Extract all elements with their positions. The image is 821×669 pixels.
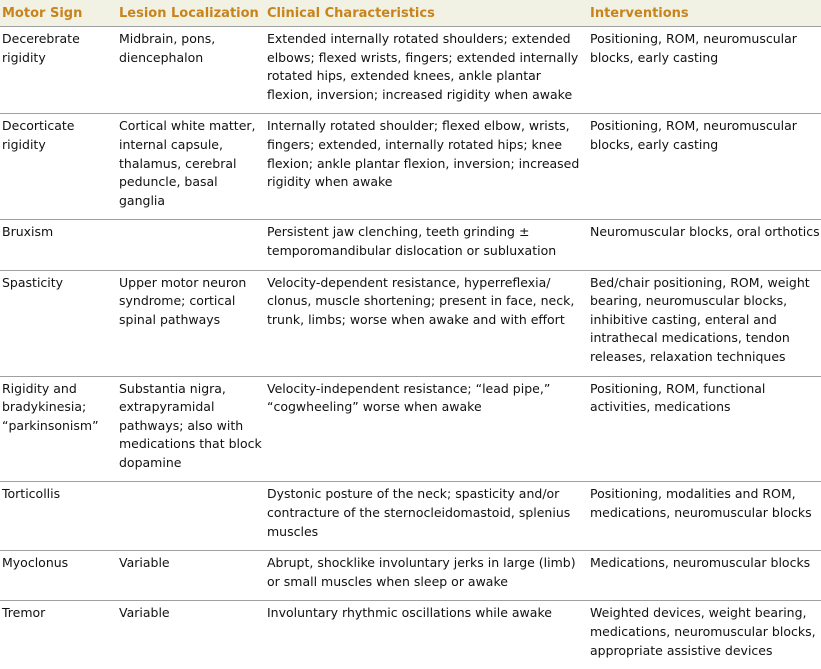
cell-motor-sign: Spasticity bbox=[0, 270, 117, 376]
cell-lesion-localization: Upper motor neuron syndrome; cortical spinal pathways bbox=[117, 270, 265, 376]
cell-interventions: Positioning, ROM, functional activities, medications bbox=[588, 376, 821, 482]
cell-lesion-localization bbox=[117, 482, 265, 551]
table-row bbox=[0, 27, 821, 114]
cell-motor-sign: Myoclonus bbox=[0, 551, 117, 601]
table-row bbox=[0, 376, 821, 482]
cell-lesion-localization: Substantia nigra, extrapyramidal pathways; also with medications that block dopamine bbox=[117, 376, 265, 482]
cell-motor-sign: Torticollis bbox=[0, 482, 117, 551]
cell-interventions: Positioning, ROM, neuromuscular blocks, early casting bbox=[588, 27, 821, 114]
header-row bbox=[0, 0, 821, 27]
cell-interventions: Neuromuscular blocks, oral orthotics bbox=[588, 220, 821, 270]
header-lesion-localization: Lesion Localization bbox=[117, 0, 265, 27]
cell-clinical-characteristics: Extended internally rotated shoulders; extended elbows; flexed wrists, fingers; extended internally rotated hips, extended knees, ankle plantar flexion, inversion; increased rigidity when awake bbox=[265, 27, 588, 114]
cell-clinical-characteristics: Abrupt, shocklike involuntary jerks in large (limb) or small muscles when sleep or awake bbox=[265, 551, 588, 601]
cell-clinical-characteristics: Dystonic posture of the neck; spasticity and/or contracture of the sternocleidomastoid, splenius muscles bbox=[265, 482, 588, 551]
cell-clinical-characteristics: Velocity-dependent resistance, hyperreflexia/ clonus, muscle shortening; present in face, neck, trunk, limbs; worse when awake and with effort bbox=[265, 270, 588, 376]
table-row bbox=[0, 220, 821, 270]
cell-clinical-characteristics: Internally rotated shoulder; flexed elbow, wrists, fingers; extended, internally rotated hips; knee flexion; ankle plantar flexion, inversion; increased rigidity when awake bbox=[265, 114, 588, 220]
header-clinical-characteristics: Clinical Characteristics bbox=[265, 0, 588, 27]
cell-lesion-localization bbox=[117, 220, 265, 270]
table-row bbox=[0, 601, 821, 669]
table-row bbox=[0, 114, 821, 220]
cell-motor-sign: Bruxism bbox=[0, 220, 117, 270]
cell-motor-sign: Tremor bbox=[0, 601, 117, 669]
cell-lesion-localization: Variable bbox=[117, 551, 265, 601]
header-motor-sign: Motor Sign bbox=[0, 0, 117, 27]
cell-interventions: Medications, neuromuscular blocks bbox=[588, 551, 821, 601]
cell-lesion-localization: Cortical white matter, internal capsule, thalamus, cerebral peduncle, basal ganglia bbox=[117, 114, 265, 220]
cell-motor-sign: Rigidity and bradykinesia; “parkinsonism” bbox=[0, 376, 117, 482]
table-body bbox=[0, 27, 821, 669]
cell-motor-sign: Decerebrate rigidity bbox=[0, 27, 117, 114]
cell-interventions: Positioning, ROM, neuromuscular blocks, early casting bbox=[588, 114, 821, 220]
cell-clinical-characteristics: Velocity-independent resistance; “lead pipe,” “cogwheeling” worse when awake bbox=[265, 376, 588, 482]
table-row bbox=[0, 551, 821, 601]
cell-clinical-characteristics: Involuntary rhythmic oscillations while awake bbox=[265, 601, 588, 669]
cell-motor-sign: Decorticate rigidity bbox=[0, 114, 117, 220]
table-row bbox=[0, 270, 821, 376]
cell-interventions: Weighted devices, weight bearing, medications, neuromuscular blocks, appropriate assistive devices bbox=[588, 601, 821, 669]
cell-lesion-localization: Midbrain, pons, diencephalon bbox=[117, 27, 265, 114]
table-row bbox=[0, 482, 821, 551]
header-interventions: Interventions bbox=[588, 0, 821, 27]
cell-clinical-characteristics: Persistent jaw clenching, teeth grinding ± temporomandibular dislocation or subluxation bbox=[265, 220, 588, 270]
cell-lesion-localization: Variable bbox=[117, 601, 265, 669]
cell-interventions: Positioning, modalities and ROM, medications, neuromuscular blocks bbox=[588, 482, 821, 551]
cell-interventions: Bed/chair positioning, ROM, weight bearing, neuromuscular blocks, inhibitive casting, enteral and intrathecal medications, tendon releases, relaxation techniques bbox=[588, 270, 821, 376]
table-header bbox=[0, 0, 821, 27]
